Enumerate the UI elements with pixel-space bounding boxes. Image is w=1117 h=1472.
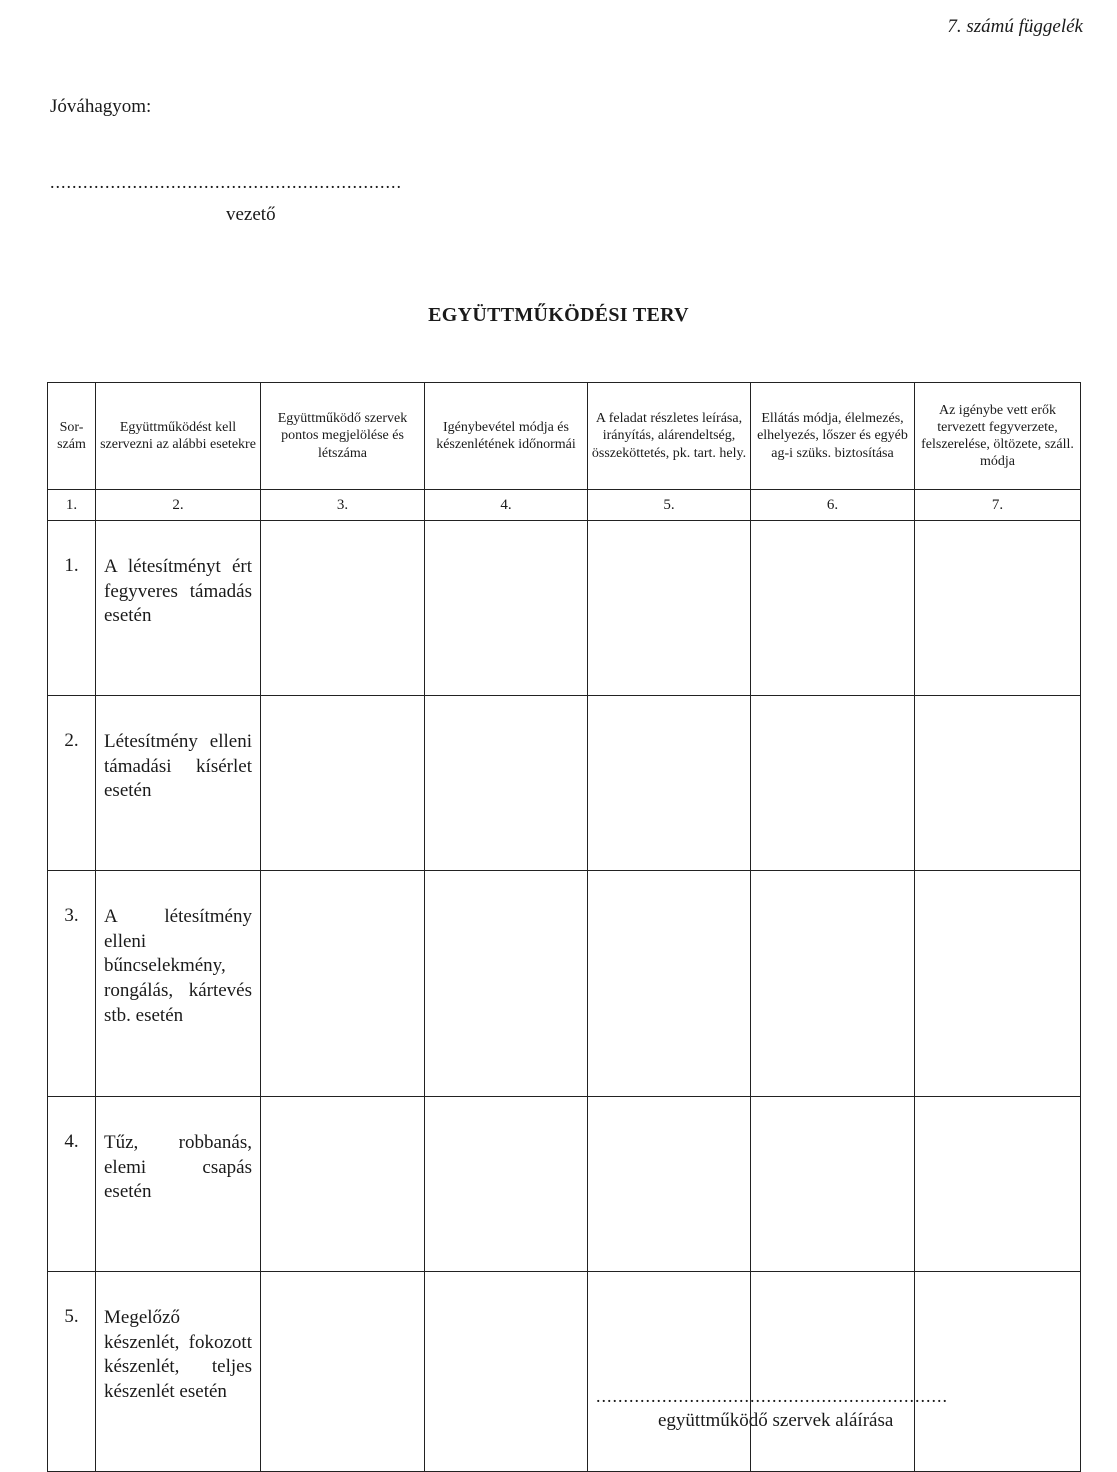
empty-cell <box>915 1097 1081 1272</box>
column-header-cases <box>96 383 261 490</box>
empty-cell <box>588 696 751 871</box>
row-number: 4. <box>48 1097 96 1272</box>
empty-cell <box>588 1097 751 1272</box>
column-header-equipment <box>915 383 1081 490</box>
empty-cell <box>425 1272 588 1472</box>
empty-cell <box>588 1272 751 1472</box>
row-number: 2. <box>48 696 96 871</box>
document-title: EGYÜTTMŰKÖDÉSI TERV <box>428 304 689 326</box>
table-row <box>48 1272 1081 1472</box>
column-number: 5. <box>588 490 751 521</box>
empty-cell <box>261 521 425 696</box>
row-number: 1. <box>48 521 96 696</box>
column-number-row <box>48 490 1081 521</box>
column-header-serial <box>48 383 96 490</box>
column-number: 6. <box>751 490 915 521</box>
row-case: Tűz, robbanás, elemi csapás esetén <box>96 1097 261 1272</box>
empty-cell <box>588 521 751 696</box>
empty-cell <box>751 1097 915 1272</box>
agencies-signature-line: ................................................................ <box>596 1386 948 1406</box>
column-header-label: Igénybevétel módja és készenlétének időnormái <box>436 419 576 452</box>
empty-cell <box>261 1272 425 1472</box>
column-number: 7. <box>915 490 1081 521</box>
column-header-label: Együttműködést kell szervezni az alábbi esetekre <box>100 419 256 452</box>
empty-cell <box>425 696 588 871</box>
cooperation-plan-table <box>47 382 1081 1472</box>
row-number: 5. <box>48 1272 96 1472</box>
empty-cell <box>915 696 1081 871</box>
table-row <box>48 696 1081 871</box>
empty-cell <box>915 521 1081 696</box>
column-header-mode <box>425 383 588 490</box>
empty-cell <box>425 521 588 696</box>
empty-cell <box>915 1272 1081 1472</box>
column-header-label: A feladat részletes leírása, irányítás, alárendeltség, összeköttetés, pk. tart. hely. <box>591 411 747 461</box>
column-number: 1. <box>48 490 96 521</box>
empty-cell <box>261 871 425 1097</box>
approval-label: Jóváhagyom: <box>50 96 152 117</box>
empty-cell <box>751 521 915 696</box>
approval-signature-line: ................................................................ <box>50 172 402 192</box>
empty-cell <box>751 871 915 1097</box>
column-header-supply <box>751 383 915 490</box>
column-header-label: Ellátás módja, élelmezés, elhelyezés, lőszer és egyéb ag-i szüks. biztosítása <box>757 411 908 461</box>
empty-cell <box>588 871 751 1097</box>
empty-cell <box>425 871 588 1097</box>
table-header-row <box>48 383 1081 490</box>
agencies-signature-label: együttműködő szervek aláírása <box>658 1410 894 1431</box>
empty-cell <box>751 696 915 871</box>
row-case: Megelőző készenlét, fokozott készenlét, teljes készenlét esetén <box>96 1272 261 1472</box>
empty-cell <box>261 696 425 871</box>
column-header-label: Együttműködő szervek pontos megjelölése és létszáma <box>277 411 408 461</box>
table-row <box>48 1097 1081 1272</box>
table-row <box>48 871 1081 1097</box>
row-number: 3. <box>48 871 96 1097</box>
column-number: 2. <box>96 490 261 521</box>
column-header-task <box>588 383 751 490</box>
row-case: Létesítmény elleni támadási kísérlet esetén <box>96 696 261 871</box>
empty-cell <box>425 1097 588 1272</box>
empty-cell <box>915 871 1081 1097</box>
empty-cell <box>751 1272 915 1472</box>
appendix-label: 7. számú függelék <box>947 16 1083 37</box>
signer-role: vezető <box>226 204 276 225</box>
column-header-label: Az igénybe vett erők tervezett fegyverzete, felszerelése, öltözete, száll. módja <box>921 402 1074 470</box>
row-case: A létesítmény elleni bűncselekmény, rongálás, kártevés stb. esetén <box>96 871 261 1097</box>
column-header-label: Sor- szám <box>57 419 86 452</box>
empty-cell <box>261 1097 425 1272</box>
row-case: A létesítményt ért fegyveres támadás esetén <box>96 521 261 696</box>
column-number: 4. <box>425 490 588 521</box>
table-row <box>48 521 1081 696</box>
column-header-agencies <box>261 383 425 490</box>
column-number: 3. <box>261 490 425 521</box>
